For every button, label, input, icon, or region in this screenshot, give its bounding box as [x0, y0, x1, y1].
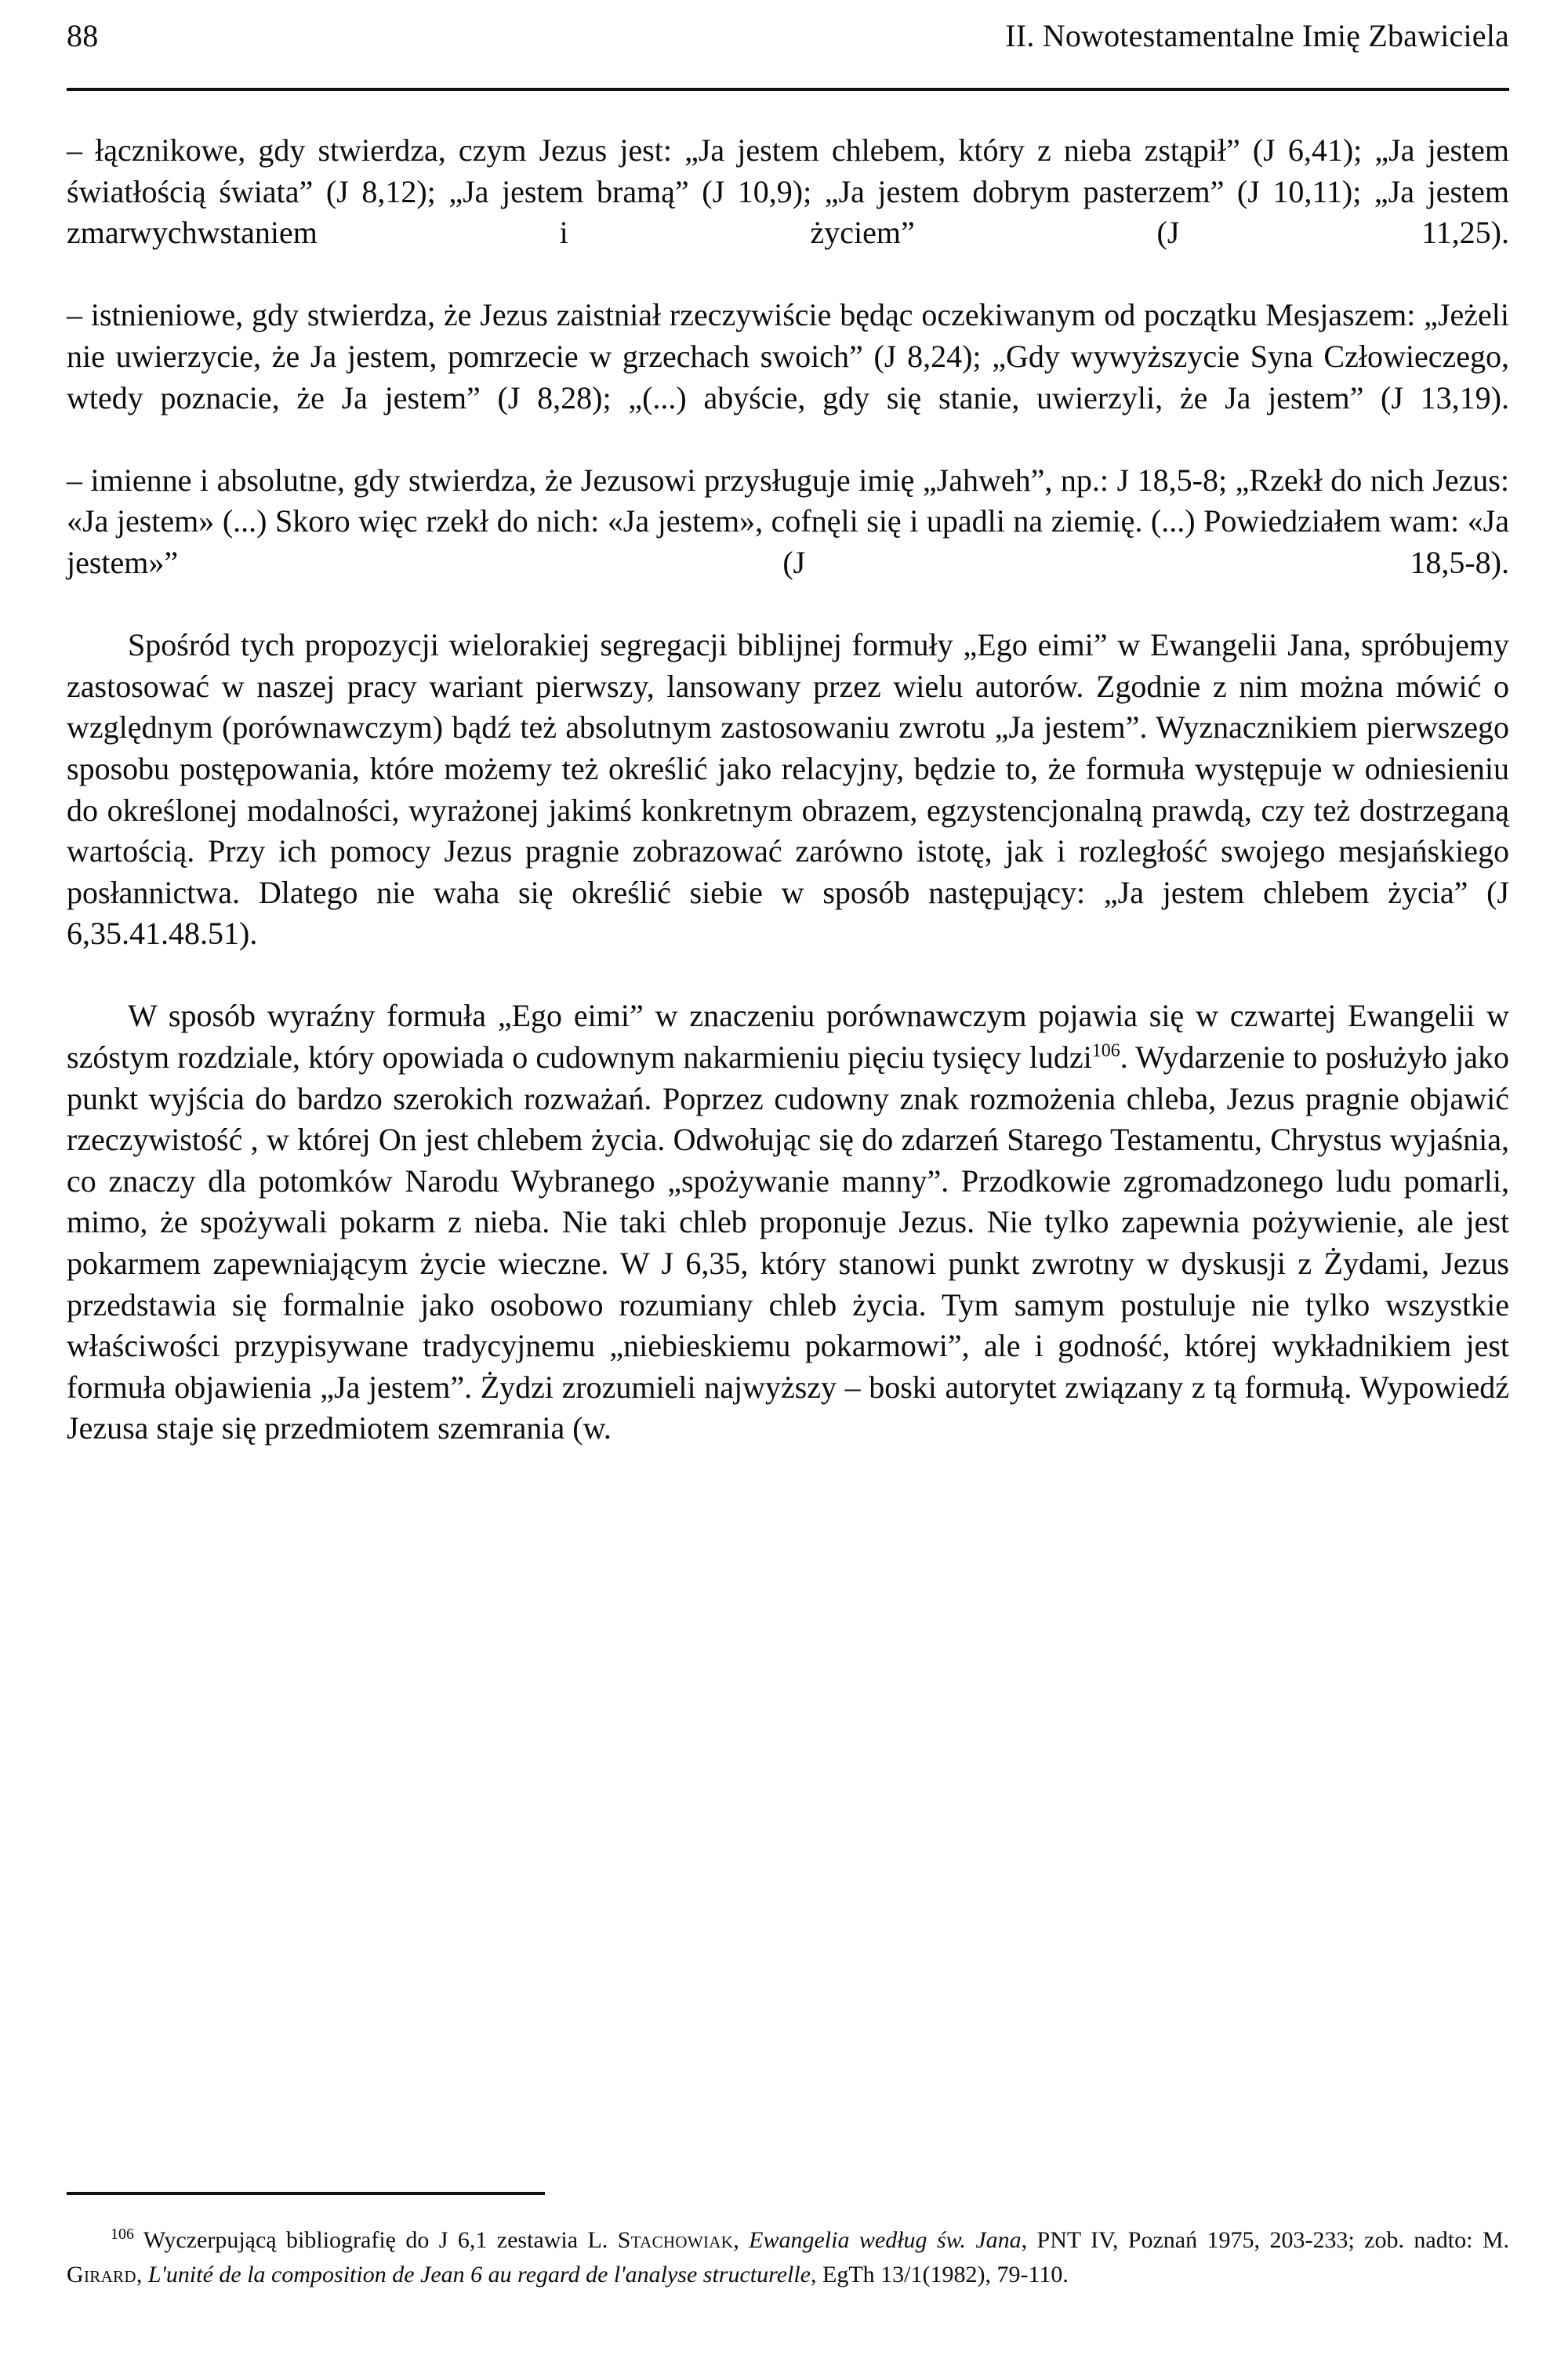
page-number: 88 — [67, 18, 99, 53]
footnote-author-stachowiak: Stachowiak — [617, 2227, 734, 2253]
header-rule — [67, 88, 1509, 91]
running-head-title: II. Nowotestamentalne Imię Zbawiciela — [1005, 18, 1509, 53]
body-text-block — [67, 130, 1509, 1449]
list-item-istnieniowe: – istnieniowe, gdy stwierdza, że Jezus zaistniał rzeczywiście będąc oczekiwanym od początku Mesjaszem: „Jeżeli nie uwierzycie, że Ja jestem, pomrzecie w grzechach swoich” (J 8,24); „Gdy wywyższycie Syna Człowieczego, wtedy poznacie, że Ja jestem” (J 8,28); „(...) abyście, gdy się stanie, uwierzyli, że Ja jestem” (J 13,19). — [67, 297, 1509, 415]
paragraph-text-before-footnote-ref: W sposób wyraźny formuła „Ego eimi” w znaczeniu porównawczym pojawia się w czwartej Ewangelii w szóstym rozdziale, który opowiada o cudownym nakarmieniu pięciu tysięcy ludzi — [67, 998, 1509, 1076]
footnote-106 — [67, 2223, 1509, 2292]
footnote-reference-marker[interactable]: 106 — [1091, 1040, 1120, 1061]
running-head — [67, 17, 1509, 55]
footnote-title-ewangelia: Ewangelia według św. Jana — [749, 2227, 1022, 2253]
list-item-imienne: – imienne i absolutne, gdy stwierdza, że Jezusowi przysługuje imię „Jahweh”, np.: J 18,5-8; „Rzekł do nich Jezus: «Ja jestem» (...) Skoro więc rzekł do nich: «Ja jestem», cofnęli się i upadli na ziemię. (...) Powiedziałem wam: «Ja jestem»” (J 18,5-8). — [67, 462, 1509, 580]
footnote-text-segment-3: , PNT IV, Poznań 1975, 203-233; zob. nadto: M. — [1021, 2227, 1509, 2253]
footnote-separator-rule — [67, 2192, 545, 2195]
paragraph-w-sposob — [67, 996, 1509, 1449]
list-item-lacznikowe: – łącznikowe, gdy stwierdza, czym Jezus jest: „Ja jestem chlebem, który z nieba zstąpił” (J 6,41); „Ja jestem światłością świata” (J 8,12); „Ja jestem bramą” (J 10,9); „Ja jestem dobrym pasterzem” (J 10,11); „Ja jestem zmarwychwstaniem i życiem” (J 11,25). — [67, 132, 1509, 251]
footnote-block — [67, 2223, 1509, 2292]
footnote-author-girard: Girard — [67, 2262, 136, 2287]
paragraph-text-after-footnote-ref: . Wydarzenie to posłużyło jako punkt wyjścia do bardzo szerokich rozważań. Poprzez cudowny znak rozmożenia chleba, Jezus pragnie objawić rzeczywistość , w której On jest chlebem życia. Odwołując się do zdarzeń Starego Testamentu, Chrystus wyjaśnia, co znaczy dla potomków Narodu Wybranego „spożywanie manny”. Przodkowie zgromadzonego ludu pomarli, mimo, że spożywali pokarm z nieba. Nie taki chleb proponuje Jezus. Nie tylko zapewnia pożywienie, ale jest pokarmem zapewniającym życie wieczne. W J 6,35, który stanowi punkt zwrotny w dyskusji z Żydami, Jezus przedstawia się formalnie jako osobowo rozumiany chleb życia. Tym samym postuluje nie tylko wszystkie właściwości przypisywane tradycyjnemu „niebieskiemu pokarmowi”, ale i godność, której wykładnikiem jest formuła objawienia „Ja jestem”. Żydzi zrozumieli najwyższy – boski autorytet związany z tą formułą. Wypowiedź Jezusa staje się przedmiotem szemrania (w. — [67, 1039, 1509, 1446]
footnote-title-lunite: L'unité de la composition de Jean 6 au regard de l'analyse structurelle — [147, 2262, 811, 2287]
paragraph-sposrod: Spośród tych propozycji wielorakiej segregacji biblijnej formuły „Ego eimi” w Ewangelii Jana, spróbujemy zastosować w naszej pracy wariant pierwszy, lansowany przez wielu autorów. Zgodnie z nim można mówić o względnym (porównawczym) bądź też absolutnym zastosowaniu zwrotu „Ja jestem”. Wyznacznikiem pierwszego sposobu postępowania, które możemy też określić jako relacyjny, będzie to, że formuła występuje w odniesieniu do określonej modalności, wyrażonej jakimś konkretnym obrazem, egzystencjonalną prawdą, czy też dostrzeganą wartością. Przy ich pomocy Jezus pragnie zobrazować zarówno istotę, jak i rozległość swojego mesjańskiego posłannictwa. Dlatego nie waha się określić siebie w sposób następujący: „Ja jestem chlebem życia” (J 6,35.41.48.51). — [67, 627, 1509, 952]
footnote-text-segment-1: Wyczerpującą bibliografię do J 6,1 zestawia L. — [134, 2227, 618, 2253]
footnote-text-segment-2: , — [733, 2227, 750, 2253]
footnote-number: 106 — [111, 2226, 134, 2243]
footnote-text-segment-4: , — [136, 2262, 148, 2287]
footnote-text-segment-5: , EgTh 13/1(1982), 79-110. — [811, 2262, 1069, 2287]
